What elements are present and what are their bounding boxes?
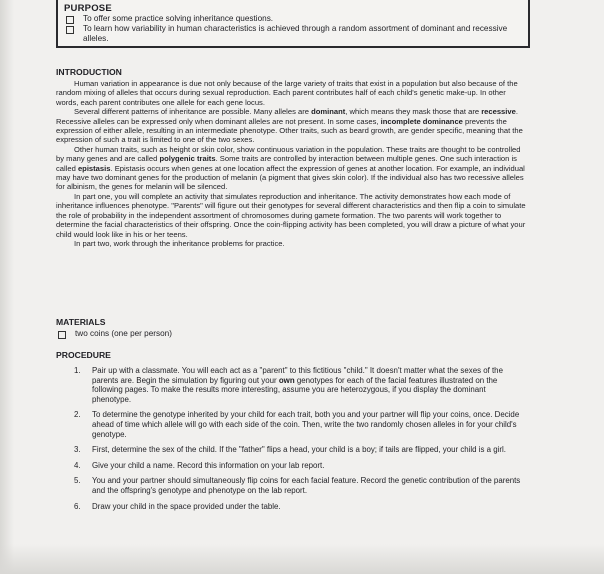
- procedure-step: 3. First, determine the sex of the child. If the "father" flips a head, your child is a boy; if tails are flipped, your child is a girl.: [74, 445, 506, 455]
- introduction-paragraph-5: In part two, work through the inheritance problems for practice.: [74, 238, 285, 248]
- procedure-steps: [56, 366, 526, 511]
- page-shadow-left: [0, 0, 14, 574]
- materials-title: MATERIALS: [56, 317, 106, 327]
- materials-section: [56, 317, 526, 339]
- checkbox-icon: [58, 331, 66, 339]
- introduction-paragraph-2: Several different patterns of inheritance are possible. Many alleles are dominant, which means they mask those that are recessive. Recessive alleles can be expressed only when dominant alleles are not present. In some cases, incomplete dominance prevents the expression of either allele, resulting in an intermediate phenotype. Other traits, such as beard growth, are gender specific, meaning that the expression of such a trait is limited to one of the two sexes.: [56, 107, 523, 145]
- introduction-title: INTRODUCTION: [56, 67, 122, 77]
- purpose-box: [56, 0, 530, 48]
- introduction-paragraph-1: Human variation in appearance is due not only because of the large variety of traits that exist in a population but also because of the random mixing of alleles that occurs during sexual reproduction. Each parent contributes half of each child's genetic make-up. In other words, each parent contributes one allele for each gene locus.: [56, 79, 518, 107]
- purpose-title: PURPOSE: [64, 3, 112, 14]
- checkbox-icon: [66, 26, 74, 34]
- procedure-step: 5. You and your partner should simultaneously flip coins for each facial feature. Record the genetic contribution of the parents and the offspring's genotype and phenotype on the lab report.: [74, 476, 521, 495]
- procedure-step: 6. Draw your child in the space provided under the table.: [74, 501, 281, 511]
- procedure-section: [56, 350, 526, 517]
- introduction-paragraph-3: Other human traits, such as height or skin color, show continuous variation in the population. These traits are thought to be controlled by many genes and are called polygenic traits. Some traits are controlled by interaction between multiple genes. One such interaction is called epistasis. Epistasis occurs when genes at one location affect the expression of genes at another location. For example, an individual may have two dominant genes for the production of melanin (a pigment that gives skin color). If the individual also has two recessive alleles for albinism, the genes for melanin will be silenced.: [56, 144, 525, 192]
- purpose-item-2: To learn how variability in human characteristics is achieved through a random assortment of dominant and recessive alleles.: [64, 24, 522, 44]
- procedure-step: 4. Give your child a name. Record this information on your lab report.: [74, 460, 325, 470]
- purpose-item-1: To offer some practice solving inheritance questions.: [64, 14, 522, 24]
- materials-item: two coins (one per person): [56, 329, 526, 339]
- checkbox-icon: [66, 16, 74, 24]
- procedure-step: 1. Pair up with a classmate. You will each act as a "parent" to this fictitious "child." It doesn't matter what the sexes of the parents are. Begin the simulation by figuring out your own genotypes for each of the facial features illustrated on the following pages. To make the results more interesting, assume you are heterozygous, if you display the dominant phenotype.: [74, 366, 503, 404]
- introduction-section: [56, 67, 526, 248]
- procedure-step: 2. To determine the genotype inherited by your child for each trait, both you and your partner will flip your coins, once. Decide ahead of time which allele will go with each side of the coin. Then, write the two randomly chosen alleles in for your child's genotype.: [74, 410, 520, 439]
- introduction-paragraph-4: In part one, you will complete an activity that simulates reproduction and inheritance. The activity demonstrates how each mode of inheritance influences phenotype. "Parents" will figure out their genotypes for several different characteristics and then flip a coin to simulate the role of probability in the independent assortment of chromosomes during gamete formation. The two parents will work together to determine the facial characteristics of their offspring. Once the coin-flipping activity has been completed, you will draw a picture of what your child would look like in his or her teens.: [56, 191, 526, 239]
- procedure-title: PROCEDURE: [56, 350, 111, 360]
- page-shadow-bottom: [0, 544, 604, 574]
